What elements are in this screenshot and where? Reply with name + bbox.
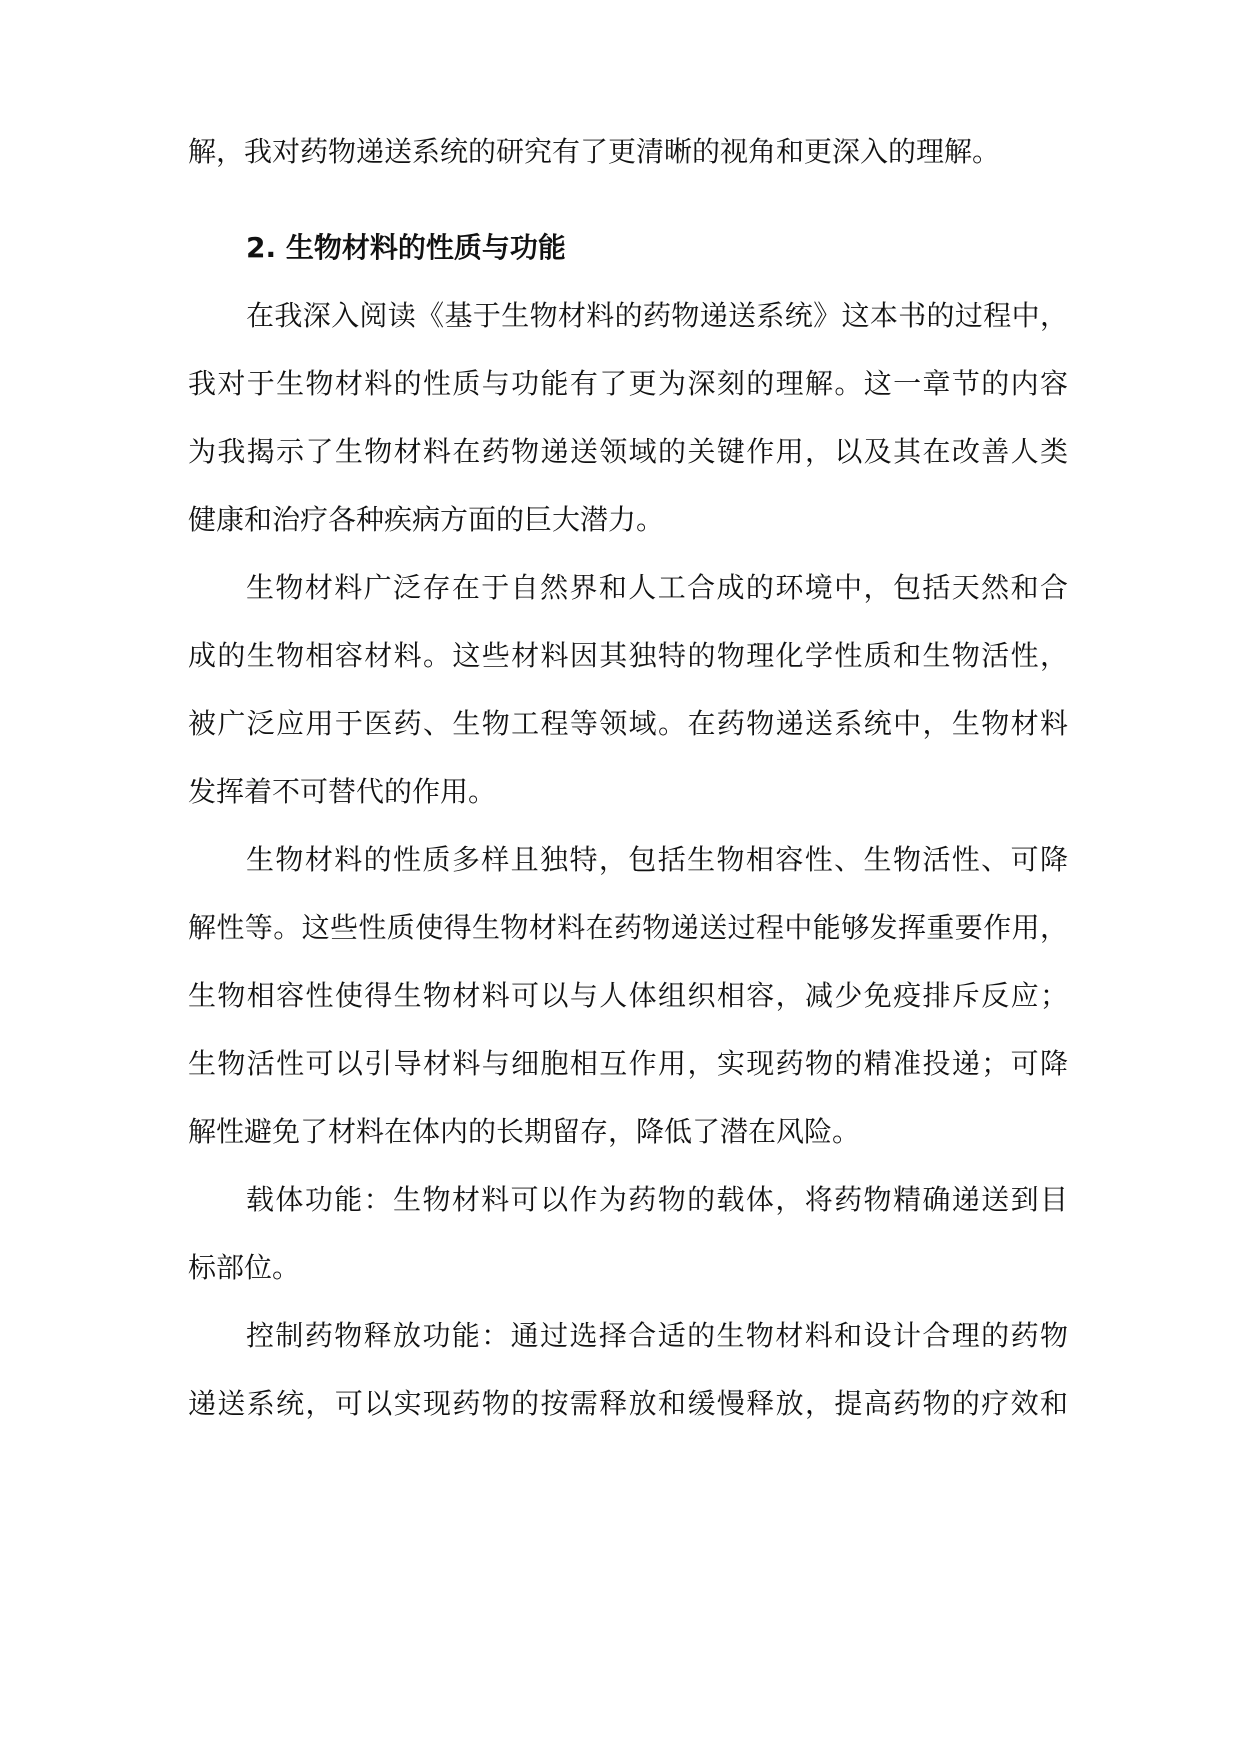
paragraph-1-line-1: 在我深入阅读《基于生物材料的药物递送系统》这本书的过程中， [246,299,1068,332]
paragraph-4-line-1: 载体功能：生物材料可以作为药物的载体，将药物精确递送到目 [246,1183,1068,1216]
section-heading: 2. 生物材料的性质与功能 [246,231,566,264]
paragraph-1-line-2: 我对于生物材料的性质与功能有了更为深刻的理解。这一章节的内容 [188,367,1068,400]
paragraph-5-line-2: 递送系统，可以实现药物的按需释放和缓慢释放，提高药物的疗效和 [188,1387,1068,1420]
paragraph-2-line-4: 发挥着不可替代的作用。 [188,775,497,808]
paragraph-2-line-3: 被广泛应用于医药、生物工程等领域。在药物递送系统中，生物材料 [188,707,1068,740]
continuation-line: 解，我对药物递送系统的研究有了更清晰的视角和更深入的理解。 [188,135,1001,168]
paragraph-2-line-2: 成的生物相容材料。这些材料因其独特的物理化学性质和生物活性， [188,639,1068,672]
paragraph-3-line-4: 生物活性可以引导材料与细胞相互作用，实现药物的精准投递；可降 [188,1047,1068,1080]
paragraph-3-line-5: 解性避免了材料在体内的长期留存，降低了潜在风险。 [188,1115,861,1148]
paragraph-4-line-2: 标部位。 [188,1251,301,1284]
paragraph-2-line-1: 生物材料广泛存在于自然界和人工合成的环境中，包括天然和合 [246,571,1068,604]
paragraph-3-line-3: 生物相容性使得生物材料可以与人体组织相容，减少免疫排斥反应； [188,979,1068,1012]
paragraph-1-line-4: 健康和治疗各种疾病方面的巨大潜力。 [188,503,665,536]
paragraph-3-line-1: 生物材料的性质多样且独特，包括生物相容性、生物活性、可降 [246,843,1068,876]
paragraph-1-line-3: 为我揭示了生物材料在药物递送领域的关键作用，以及其在改善人类 [188,435,1068,468]
paragraph-3-line-2: 解性等。这些性质使得生物材料在药物递送过程中能够发挥重要作用， [188,911,1068,944]
paragraph-5-line-1: 控制药物释放功能：通过选择合适的生物材料和设计合理的药物 [246,1319,1068,1352]
